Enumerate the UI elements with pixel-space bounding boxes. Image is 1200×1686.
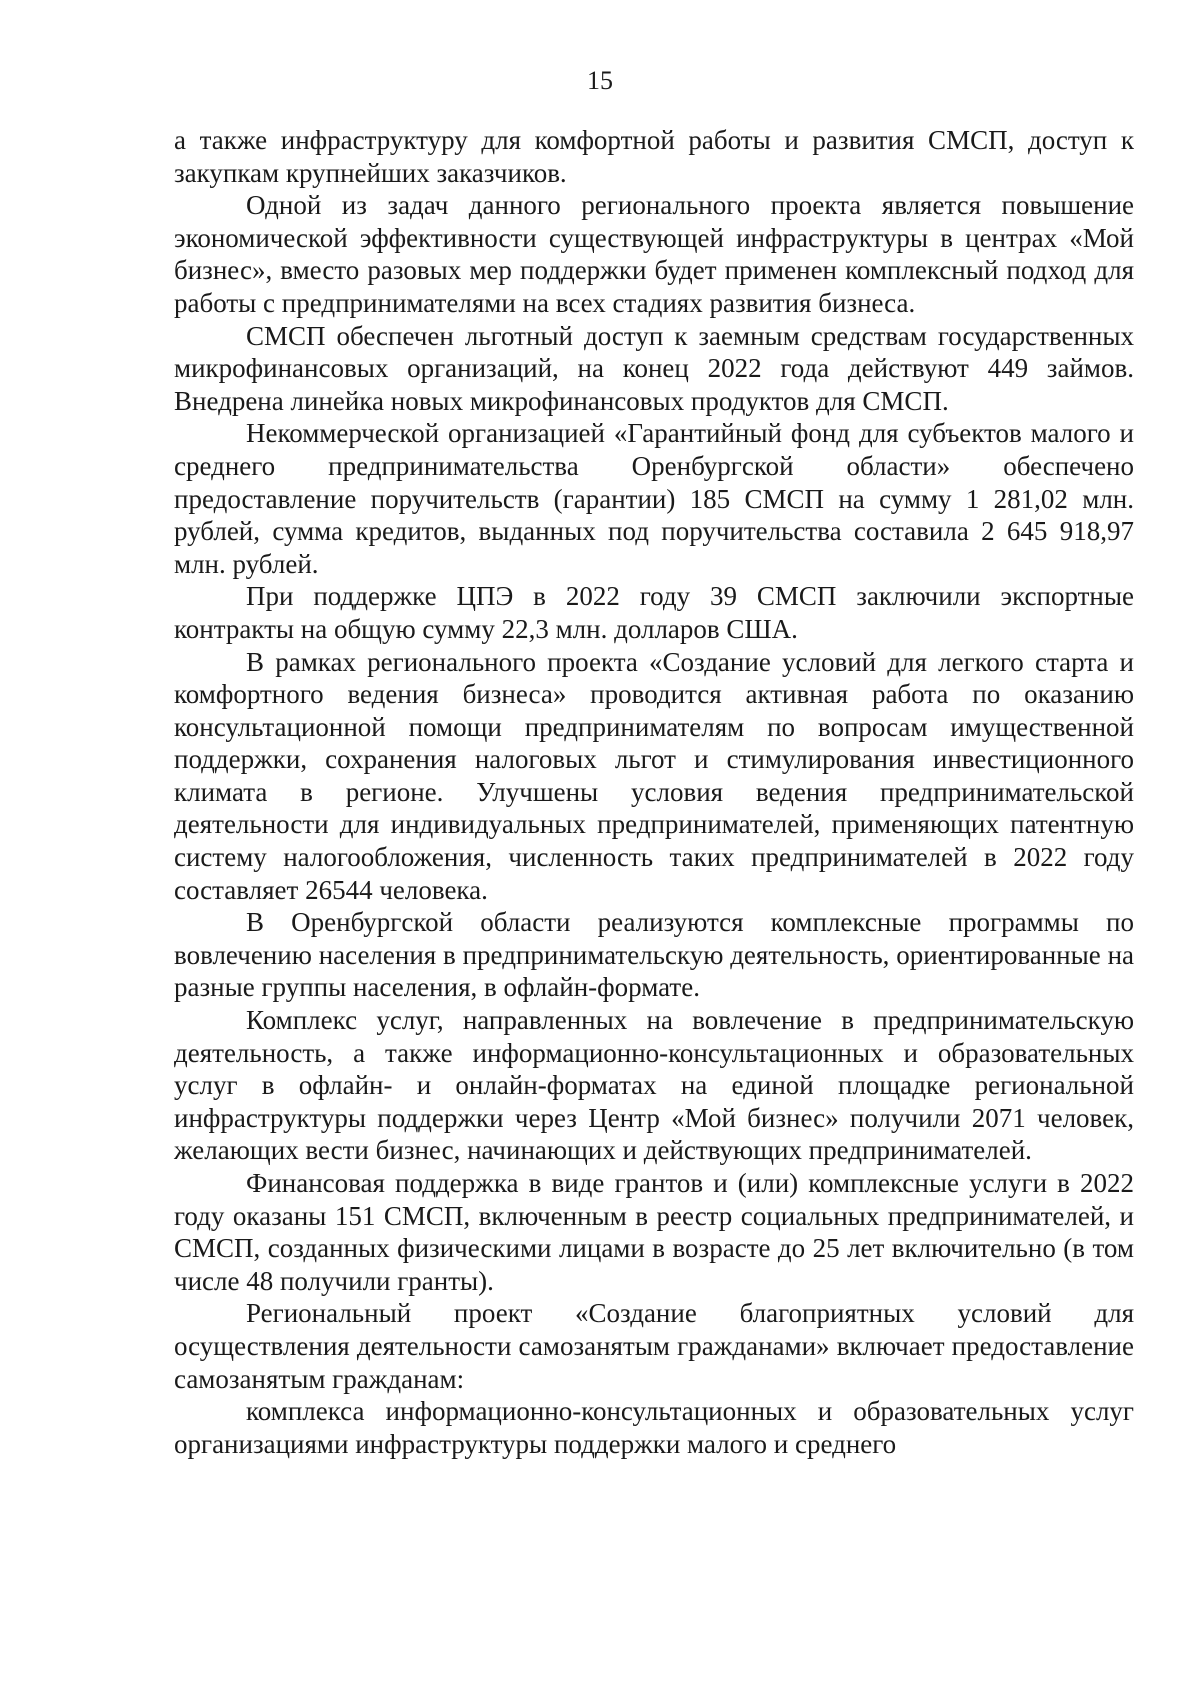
paragraph-project-goal: Одной из задач данного регионального проекта является повышение экономической эффективности существующей инфраструктуры в центрах «Мой бизнес», вместо разовых мер поддержки будет применен комплексный подход для работы с предпринимателями на всех стадиях развития бизнеса. — [174, 190, 1134, 318]
paragraph-export-contracts: При поддержке ЦПЭ в 2022 году 39 СМСП заключили экспортные контракты на общую сумму 22,3 млн. долларов США. — [174, 581, 1134, 644]
paragraph-services-complex: Комплекс услуг, направленных на вовлечение в предпринимательскую деятельность, а также информационно-консультационных и образовательных услуг в офлайн- и онлайн-форматах на единой площадке региональной инфраструктуры поддержки через Центр «Мой бизнес» получили 2071 человек, желающих вести бизнес, начинающих и действующих предпринимателей. — [174, 1005, 1134, 1166]
paragraph-easy-start-project: В рамках регионального проекта «Создание условий для легкого старта и комфортного ведения бизнеса» проводится активная работа по оказанию консультационной помощи предпринимателям по вопросам имущественной поддержки, сохранения налоговых льгот и стимулирования инвестиционного климата в регионе. Улучшены условия ведения предпринимательской деятельности для индивидуальных предпринимателей, применяющих патентную систему налогообложения, численность таких предпринимателей в 2022 году составляет 26544 человека. — [174, 646, 1134, 905]
paragraph-financial-support: Финансовая поддержка в виде грантов и (или) комплексные услуги в 2022 году оказаны 151 СМСП, включенным в реестр социальных предпринимателей, и СМСП, созданных физическими лицами в возрасте до 25 лет включительно (в том числе 48 получили гранты). — [174, 1168, 1134, 1296]
paragraph-self-employed-project: Региональный проект «Создание благоприятных условий для осуществления деятельности самозанятым гражданами» включает предоставление самозанятым гражданам: — [174, 1298, 1134, 1394]
paragraph-guarantee-fund: Некоммерческой организацией «Гарантийный фонд для субъектов малого и среднего предпринимательства Оренбургской области» обеспечено предоставление поручительств (гарантии) 185 СМСП на сумму 1 281,02 млн. рублей, сумма кредитов, выданных под поручительства составила 2 645 918,97 млн. рублей. — [174, 418, 1134, 579]
paragraph-services-list-item: комплекса информационно-консультационных и образовательных услуг организациями инфраструктуры поддержки малого и среднего — [174, 1396, 1134, 1459]
paragraph-continuation: а также инфраструктуру для комфортной работы и развития СМСП, доступ к закупкам крупнейших заказчиков. — [174, 125, 1134, 188]
paragraph-involvement-programs: В Оренбургской области реализуются комплексные программы по вовлечению населения в предпринимательскую деятельность, ориентированные на разные группы населения, в офлайн-формате. — [174, 907, 1134, 1003]
page-number: 15 — [587, 66, 613, 95]
document-body — [174, 124, 1134, 1460]
paragraph-microfinance: СМСП обеспечен льготный доступ к заемным средствам государственных микрофинансовых организаций, на конец 2022 года действуют 449 займов. Внедрена линейка новых микрофинансовых продуктов для СМСП. — [174, 320, 1134, 416]
